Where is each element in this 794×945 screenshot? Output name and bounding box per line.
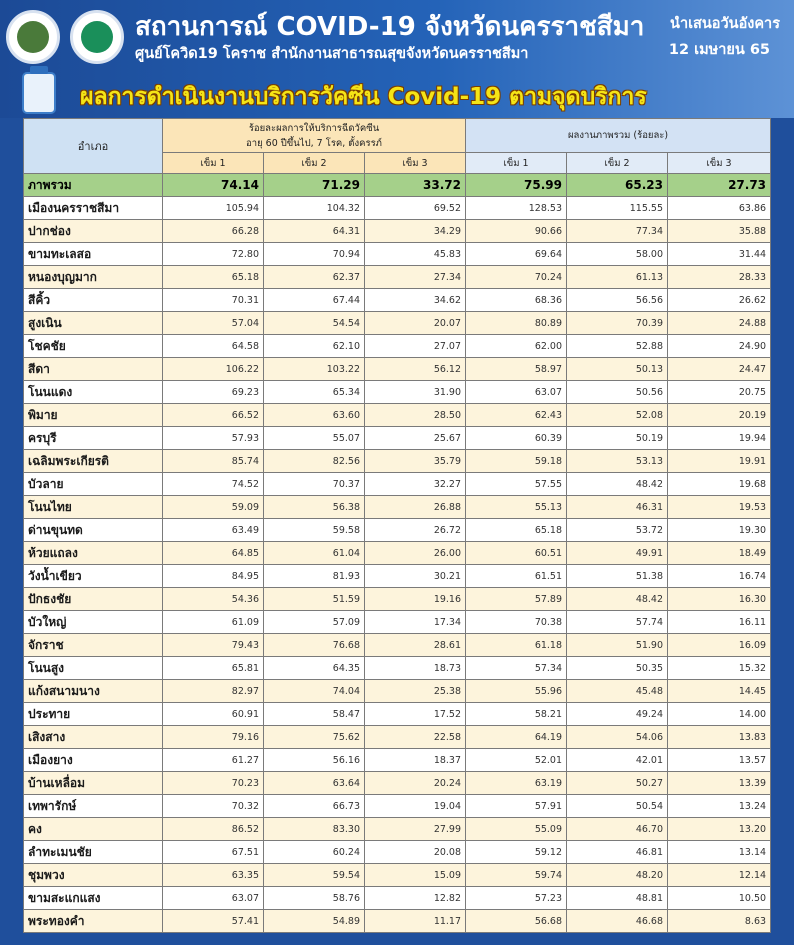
page-subtitle: ศูนย์โควิด19 โคราช สำนักงานสาธารณสุขจังหวัดนครราชสีมา [135,46,529,62]
value-cell: 13.39 [668,772,771,795]
value-cell: 55.07 [264,427,365,450]
value-cell: 51.59 [264,588,365,611]
value-cell: 19.68 [668,473,771,496]
report-date: 12 เมษายน 65 [668,42,770,58]
value-cell: 56.12 [365,358,466,381]
value-cell: 48.20 [567,864,668,887]
value-cell: 60.24 [264,841,365,864]
value-cell: 84.95 [163,565,264,588]
value-cell: 57.74 [567,611,668,634]
value-cell: 77.34 [567,220,668,243]
table-row [24,772,771,795]
value-cell: 57.55 [466,473,567,496]
value-cell: 19.04 [365,795,466,818]
value-cell: 65.81 [163,657,264,680]
value-cell: 65.18 [163,266,264,289]
value-cell: 56.16 [264,749,365,772]
table-row [24,496,771,519]
target-group-header [163,119,466,153]
value-cell: 61.04 [264,542,365,565]
value-cell: 13.14 [668,841,771,864]
value-cell: 16.30 [668,588,771,611]
value-cell: 63.19 [466,772,567,795]
value-cell: 64.58 [163,335,264,358]
value-cell: 50.19 [567,427,668,450]
value-cell: 63.86 [668,197,771,220]
value-cell: 48.81 [567,887,668,910]
value-cell: 72.80 [163,243,264,266]
value-cell: 28.61 [365,634,466,657]
value-cell: 56.38 [264,496,365,519]
value-cell: 25.67 [365,427,466,450]
value-cell: 42.01 [567,749,668,772]
district-name: เทพารักษ์ [24,795,163,818]
overall-performance-header: ผลงานภาพรวม (ร้อยละ) [466,119,771,153]
value-cell: 25.38 [365,680,466,703]
value-cell: 54.89 [264,910,365,933]
value-cell: 20.07 [365,312,466,335]
table-row [24,197,771,220]
value-cell: 63.07 [466,381,567,404]
value-cell: 46.70 [567,818,668,841]
value-cell: 58.21 [466,703,567,726]
table-row [24,381,771,404]
district-name: ลำทะเมนชัย [24,841,163,864]
table-row [24,519,771,542]
table-row [24,289,771,312]
value-cell: 63.49 [163,519,264,542]
value-cell: 70.39 [567,312,668,335]
value-cell: 52.01 [466,749,567,772]
value-cell: 66.28 [163,220,264,243]
value-cell: 62.00 [466,335,567,358]
value-cell: 70.23 [163,772,264,795]
value-cell: 50.13 [567,358,668,381]
value-cell: 34.29 [365,220,466,243]
value-cell: 60.51 [466,542,567,565]
value-cell: 62.43 [466,404,567,427]
table-row [24,335,771,358]
value-cell: 49.91 [567,542,668,565]
value-cell: 26.62 [668,289,771,312]
value-cell: 57.04 [163,312,264,335]
value-cell: 20.24 [365,772,466,795]
district-name: ปักธงชัย [24,588,163,611]
value-cell: 55.09 [466,818,567,841]
value-cell: 51.38 [567,565,668,588]
value-cell: 58.76 [264,887,365,910]
value-cell: 69.52 [365,197,466,220]
district-name: ชุมพวง [24,864,163,887]
ministry-of-public-health-logo [70,10,124,64]
section-banner: ผลการดำเนินงานบริการวัคซีน Covid-19 ตามจุดบริการ [80,84,647,110]
total-cell: 71.29 [264,174,365,197]
value-cell: 67.51 [163,841,264,864]
dose-header: เข็ม 2 [567,153,668,174]
total-cell: 27.73 [668,174,771,197]
vaccine-bottle-icon [22,72,56,114]
district-name: ด่านขุนทด [24,519,163,542]
district-name: ประทาย [24,703,163,726]
value-cell: 13.24 [668,795,771,818]
value-cell: 46.31 [567,496,668,519]
value-cell: 54.54 [264,312,365,335]
value-cell: 63.07 [163,887,264,910]
district-name: โชคชัย [24,335,163,358]
value-cell: 13.83 [668,726,771,749]
district-name: สูงเนิน [24,312,163,335]
table-row [24,427,771,450]
value-cell: 69.64 [466,243,567,266]
value-cell: 11.17 [365,910,466,933]
district-name: บ้านเหลื่อม [24,772,163,795]
value-cell: 50.27 [567,772,668,795]
value-cell: 45.48 [567,680,668,703]
table-row [24,910,771,933]
value-cell: 57.41 [163,910,264,933]
page-header [0,0,794,118]
value-cell: 75.62 [264,726,365,749]
district-name: บัวลาย [24,473,163,496]
total-row [24,174,771,197]
value-cell: 45.83 [365,243,466,266]
value-cell: 103.22 [264,358,365,381]
value-cell: 79.43 [163,634,264,657]
value-cell: 50.35 [567,657,668,680]
value-cell: 59.12 [466,841,567,864]
value-cell: 70.38 [466,611,567,634]
value-cell: 48.42 [567,473,668,496]
table-row [24,887,771,910]
district-name: เมืองยาง [24,749,163,772]
value-cell: 24.47 [668,358,771,381]
district-name: เฉลิมพระเกียรติ [24,450,163,473]
table-row [24,841,771,864]
value-cell: 54.36 [163,588,264,611]
value-cell: 70.24 [466,266,567,289]
value-cell: 68.36 [466,289,567,312]
value-cell: 64.85 [163,542,264,565]
value-cell: 59.54 [264,864,365,887]
district-name: ขามสะแกแสง [24,887,163,910]
value-cell: 48.42 [567,588,668,611]
table-row [24,795,771,818]
table-row [24,703,771,726]
value-cell: 18.37 [365,749,466,772]
value-cell: 19.16 [365,588,466,611]
value-cell: 15.32 [668,657,771,680]
provincial-seal-logo [6,10,60,64]
table-row [24,680,771,703]
value-cell: 50.56 [567,381,668,404]
value-cell: 46.81 [567,841,668,864]
value-cell: 61.18 [466,634,567,657]
value-cell: 10.50 [668,887,771,910]
value-cell: 35.79 [365,450,466,473]
value-cell: 64.31 [264,220,365,243]
value-cell: 57.09 [264,611,365,634]
value-cell: 60.39 [466,427,567,450]
table-row [24,657,771,680]
table-row [24,565,771,588]
presented-on-label: นำเสนอวันอังคาร [670,16,780,32]
value-cell: 59.18 [466,450,567,473]
value-cell: 17.52 [365,703,466,726]
value-cell: 128.53 [466,197,567,220]
value-cell: 58.47 [264,703,365,726]
district-name: เมืองนครราชสีมา [24,197,163,220]
district-name: แก้งสนามนาง [24,680,163,703]
value-cell: 27.99 [365,818,466,841]
value-cell: 57.34 [466,657,567,680]
value-cell: 54.06 [567,726,668,749]
district-name: วังน้ำเขียว [24,565,163,588]
value-cell: 46.68 [567,910,668,933]
value-cell: 22.58 [365,726,466,749]
value-cell: 18.49 [668,542,771,565]
value-cell: 62.10 [264,335,365,358]
value-cell: 28.33 [668,266,771,289]
value-cell: 13.20 [668,818,771,841]
table-row [24,312,771,335]
value-cell: 70.31 [163,289,264,312]
value-cell: 80.89 [466,312,567,335]
value-cell: 74.52 [163,473,264,496]
value-cell: 16.09 [668,634,771,657]
value-cell: 52.08 [567,404,668,427]
value-cell: 57.93 [163,427,264,450]
value-cell: 17.34 [365,611,466,634]
district-name: โนนแดง [24,381,163,404]
value-cell: 59.09 [163,496,264,519]
value-cell: 12.82 [365,887,466,910]
district-name: โนนสูง [24,657,163,680]
total-cell: 33.72 [365,174,466,197]
value-cell: 20.08 [365,841,466,864]
value-cell: 56.56 [567,289,668,312]
value-cell: 18.73 [365,657,466,680]
value-cell: 13.57 [668,749,771,772]
value-cell: 56.68 [466,910,567,933]
value-cell: 35.88 [668,220,771,243]
value-cell: 90.66 [466,220,567,243]
value-cell: 62.37 [264,266,365,289]
value-cell: 49.24 [567,703,668,726]
district-name: คง [24,818,163,841]
value-cell: 26.72 [365,519,466,542]
table-row [24,404,771,427]
table-row [24,818,771,841]
value-cell: 12.14 [668,864,771,887]
value-cell: 57.23 [466,887,567,910]
page-title: สถานการณ์ COVID-19 จังหวัดนครราชสีมา [135,12,645,42]
table-row [24,243,771,266]
table-row [24,588,771,611]
value-cell: 24.88 [668,312,771,335]
value-cell: 19.91 [668,450,771,473]
value-cell: 60.91 [163,703,264,726]
value-cell: 106.22 [163,358,264,381]
value-cell: 76.68 [264,634,365,657]
district-name: พระทองคำ [24,910,163,933]
value-cell: 57.91 [466,795,567,818]
value-cell: 61.51 [466,565,567,588]
value-cell: 31.90 [365,381,466,404]
value-cell: 28.50 [365,404,466,427]
value-cell: 15.09 [365,864,466,887]
target-group-header-line2: อายุ 60 ปีขึ้นไป, 7 โรค, ตั้งครรภ์ [246,137,382,149]
value-cell: 19.53 [668,496,771,519]
value-cell: 74.04 [264,680,365,703]
total-row-label: ภาพรวม [24,174,163,197]
total-cell: 65.23 [567,174,668,197]
value-cell: 16.74 [668,565,771,588]
value-cell: 52.88 [567,335,668,358]
table-row [24,611,771,634]
value-cell: 34.62 [365,289,466,312]
value-cell: 27.34 [365,266,466,289]
value-cell: 105.94 [163,197,264,220]
value-cell: 64.19 [466,726,567,749]
district-name: ขามทะเลสอ [24,243,163,266]
total-cell: 74.14 [163,174,264,197]
value-cell: 55.13 [466,496,567,519]
value-cell: 19.94 [668,427,771,450]
value-cell: 55.96 [466,680,567,703]
district-name: สีดา [24,358,163,381]
dose-header: เข็ม 2 [264,153,365,174]
value-cell: 16.11 [668,611,771,634]
table-row [24,634,771,657]
value-cell: 30.21 [365,565,466,588]
dose-header: เข็ม 1 [163,153,264,174]
value-cell: 59.58 [264,519,365,542]
value-cell: 65.34 [264,381,365,404]
value-cell: 63.60 [264,404,365,427]
value-cell: 51.90 [567,634,668,657]
value-cell: 20.75 [668,381,771,404]
value-cell: 53.13 [567,450,668,473]
district-name: เสิงสาง [24,726,163,749]
value-cell: 32.27 [365,473,466,496]
table-row [24,749,771,772]
value-cell: 81.93 [264,565,365,588]
dose-header: เข็ม 1 [466,153,567,174]
value-cell: 61.27 [163,749,264,772]
target-group-header-line1: ร้อยละผลการให้บริการฉีดวัคซีน [248,122,380,134]
value-cell: 14.45 [668,680,771,703]
value-cell: 82.56 [264,450,365,473]
value-cell: 31.44 [668,243,771,266]
table-row [24,726,771,749]
value-cell: 70.32 [163,795,264,818]
value-cell: 14.00 [668,703,771,726]
value-cell: 67.44 [264,289,365,312]
value-cell: 82.97 [163,680,264,703]
value-cell: 64.35 [264,657,365,680]
table-row [24,864,771,887]
value-cell: 61.09 [163,611,264,634]
value-cell: 58.97 [466,358,567,381]
value-cell: 20.19 [668,404,771,427]
value-cell: 26.88 [365,496,466,519]
table-row [24,358,771,381]
value-cell: 59.74 [466,864,567,887]
district-column-header: อำเภอ [24,119,163,174]
value-cell: 63.35 [163,864,264,887]
value-cell: 79.16 [163,726,264,749]
table-row [24,220,771,243]
district-name: บัวใหญ่ [24,611,163,634]
value-cell: 53.72 [567,519,668,542]
district-name: ห้วยแถลง [24,542,163,565]
district-name: สีคิ้ว [24,289,163,312]
district-name: หนองบุญมาก [24,266,163,289]
table-row [24,450,771,473]
total-cell: 75.99 [466,174,567,197]
table-row [24,473,771,496]
value-cell: 8.63 [668,910,771,933]
value-cell: 58.00 [567,243,668,266]
dose-header: เข็ม 3 [668,153,771,174]
district-name: โนนไทย [24,496,163,519]
district-name: ครบุรี [24,427,163,450]
value-cell: 24.90 [668,335,771,358]
table-row [24,542,771,565]
value-cell: 115.55 [567,197,668,220]
value-cell: 70.94 [264,243,365,266]
value-cell: 66.73 [264,795,365,818]
value-cell: 69.23 [163,381,264,404]
table-row [24,266,771,289]
value-cell: 104.32 [264,197,365,220]
value-cell: 63.64 [264,772,365,795]
value-cell: 70.37 [264,473,365,496]
value-cell: 61.13 [567,266,668,289]
value-cell: 86.52 [163,818,264,841]
value-cell: 65.18 [466,519,567,542]
value-cell: 83.30 [264,818,365,841]
value-cell: 27.07 [365,335,466,358]
value-cell: 85.74 [163,450,264,473]
district-name: จักราช [24,634,163,657]
value-cell: 26.00 [365,542,466,565]
value-cell: 57.89 [466,588,567,611]
value-cell: 66.52 [163,404,264,427]
district-name: พิมาย [24,404,163,427]
value-cell: 50.54 [567,795,668,818]
district-name: ปากช่อง [24,220,163,243]
dose-header: เข็ม 3 [365,153,466,174]
vaccination-table [23,118,771,933]
value-cell: 19.30 [668,519,771,542]
